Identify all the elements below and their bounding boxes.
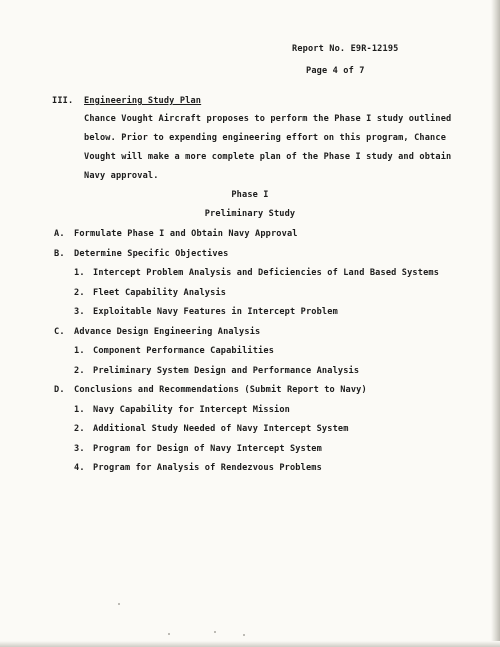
intro-line-1: Chance Vought Aircraft proposes to perform the Phase I study outlined xyxy=(84,114,452,124)
outline-item-b: Determine Specific Objectives xyxy=(74,249,229,259)
intro-line-4: Navy approval. xyxy=(84,171,159,181)
intro-line-3: Vought will make a more complete plan of the Phase I study and obtain xyxy=(84,152,452,162)
intro-line-2: below. Prior to expending engineering effort on this program, Chance xyxy=(84,133,447,143)
outline-d-2-num: 2. xyxy=(74,424,85,434)
page-edge-shadow xyxy=(491,0,500,647)
page-number: Page 4 of 7 xyxy=(306,66,365,76)
scan-speck xyxy=(214,631,216,633)
phase-title: Phase I xyxy=(231,190,269,200)
outline-b-1-num: 1. xyxy=(74,268,85,278)
outline-letter-a: A. xyxy=(54,229,65,239)
section-title: Engineering Study Plan xyxy=(84,96,202,106)
page-edge-shadow xyxy=(0,641,500,647)
outline-d-4-text: Program for Analysis of Rendezvous Problems xyxy=(93,463,322,473)
outline-letter-d: D. xyxy=(54,385,65,395)
outline-c-1-num: 1. xyxy=(74,346,85,356)
outline-d-4-num: 4. xyxy=(74,463,85,473)
outline-c-2-num: 2. xyxy=(74,366,85,376)
outline-c-1-text: Component Performance Capabilities xyxy=(93,346,275,356)
outline-item-d: Conclusions and Recommendations (Submit Report to Navy) xyxy=(74,385,367,395)
report-number: Report No. E9R-12195 xyxy=(292,44,399,54)
scan-speck xyxy=(243,634,245,636)
outline-letter-b: B. xyxy=(54,249,65,259)
phase-subtitle: Preliminary Study xyxy=(204,209,296,219)
outline-b-2-num: 2. xyxy=(74,288,85,298)
outline-b-3-text: Exploitable Navy Features in Intercept Problem xyxy=(93,307,338,317)
outline-item-c: Advance Design Engineering Analysis xyxy=(74,327,261,337)
outline-d-2-text: Additional Study Needed of Navy Intercept System xyxy=(93,424,349,434)
section-numeral: III. xyxy=(52,96,74,106)
outline-d-1-num: 1. xyxy=(74,405,85,415)
outline-d-1-text: Navy Capability for Intercept Mission xyxy=(93,405,290,415)
outline-c-2-text: Preliminary System Design and Performance Analysis xyxy=(93,366,360,376)
scan-speck xyxy=(118,603,120,605)
outline-item-a: Formulate Phase I and Obtain Navy Approval xyxy=(74,229,298,239)
outline-b-1-text: Intercept Problem Analysis and Deficiencies of Land Based Systems xyxy=(93,268,440,278)
outline-letter-c: C. xyxy=(54,327,65,337)
outline-d-3-text: Program for Design of Navy Intercept System xyxy=(93,444,322,454)
outline-b-3-num: 3. xyxy=(74,307,85,317)
scan-speck xyxy=(168,633,170,635)
outline-d-3-num: 3. xyxy=(74,444,85,454)
outline-b-2-text: Fleet Capability Analysis xyxy=(93,288,227,298)
